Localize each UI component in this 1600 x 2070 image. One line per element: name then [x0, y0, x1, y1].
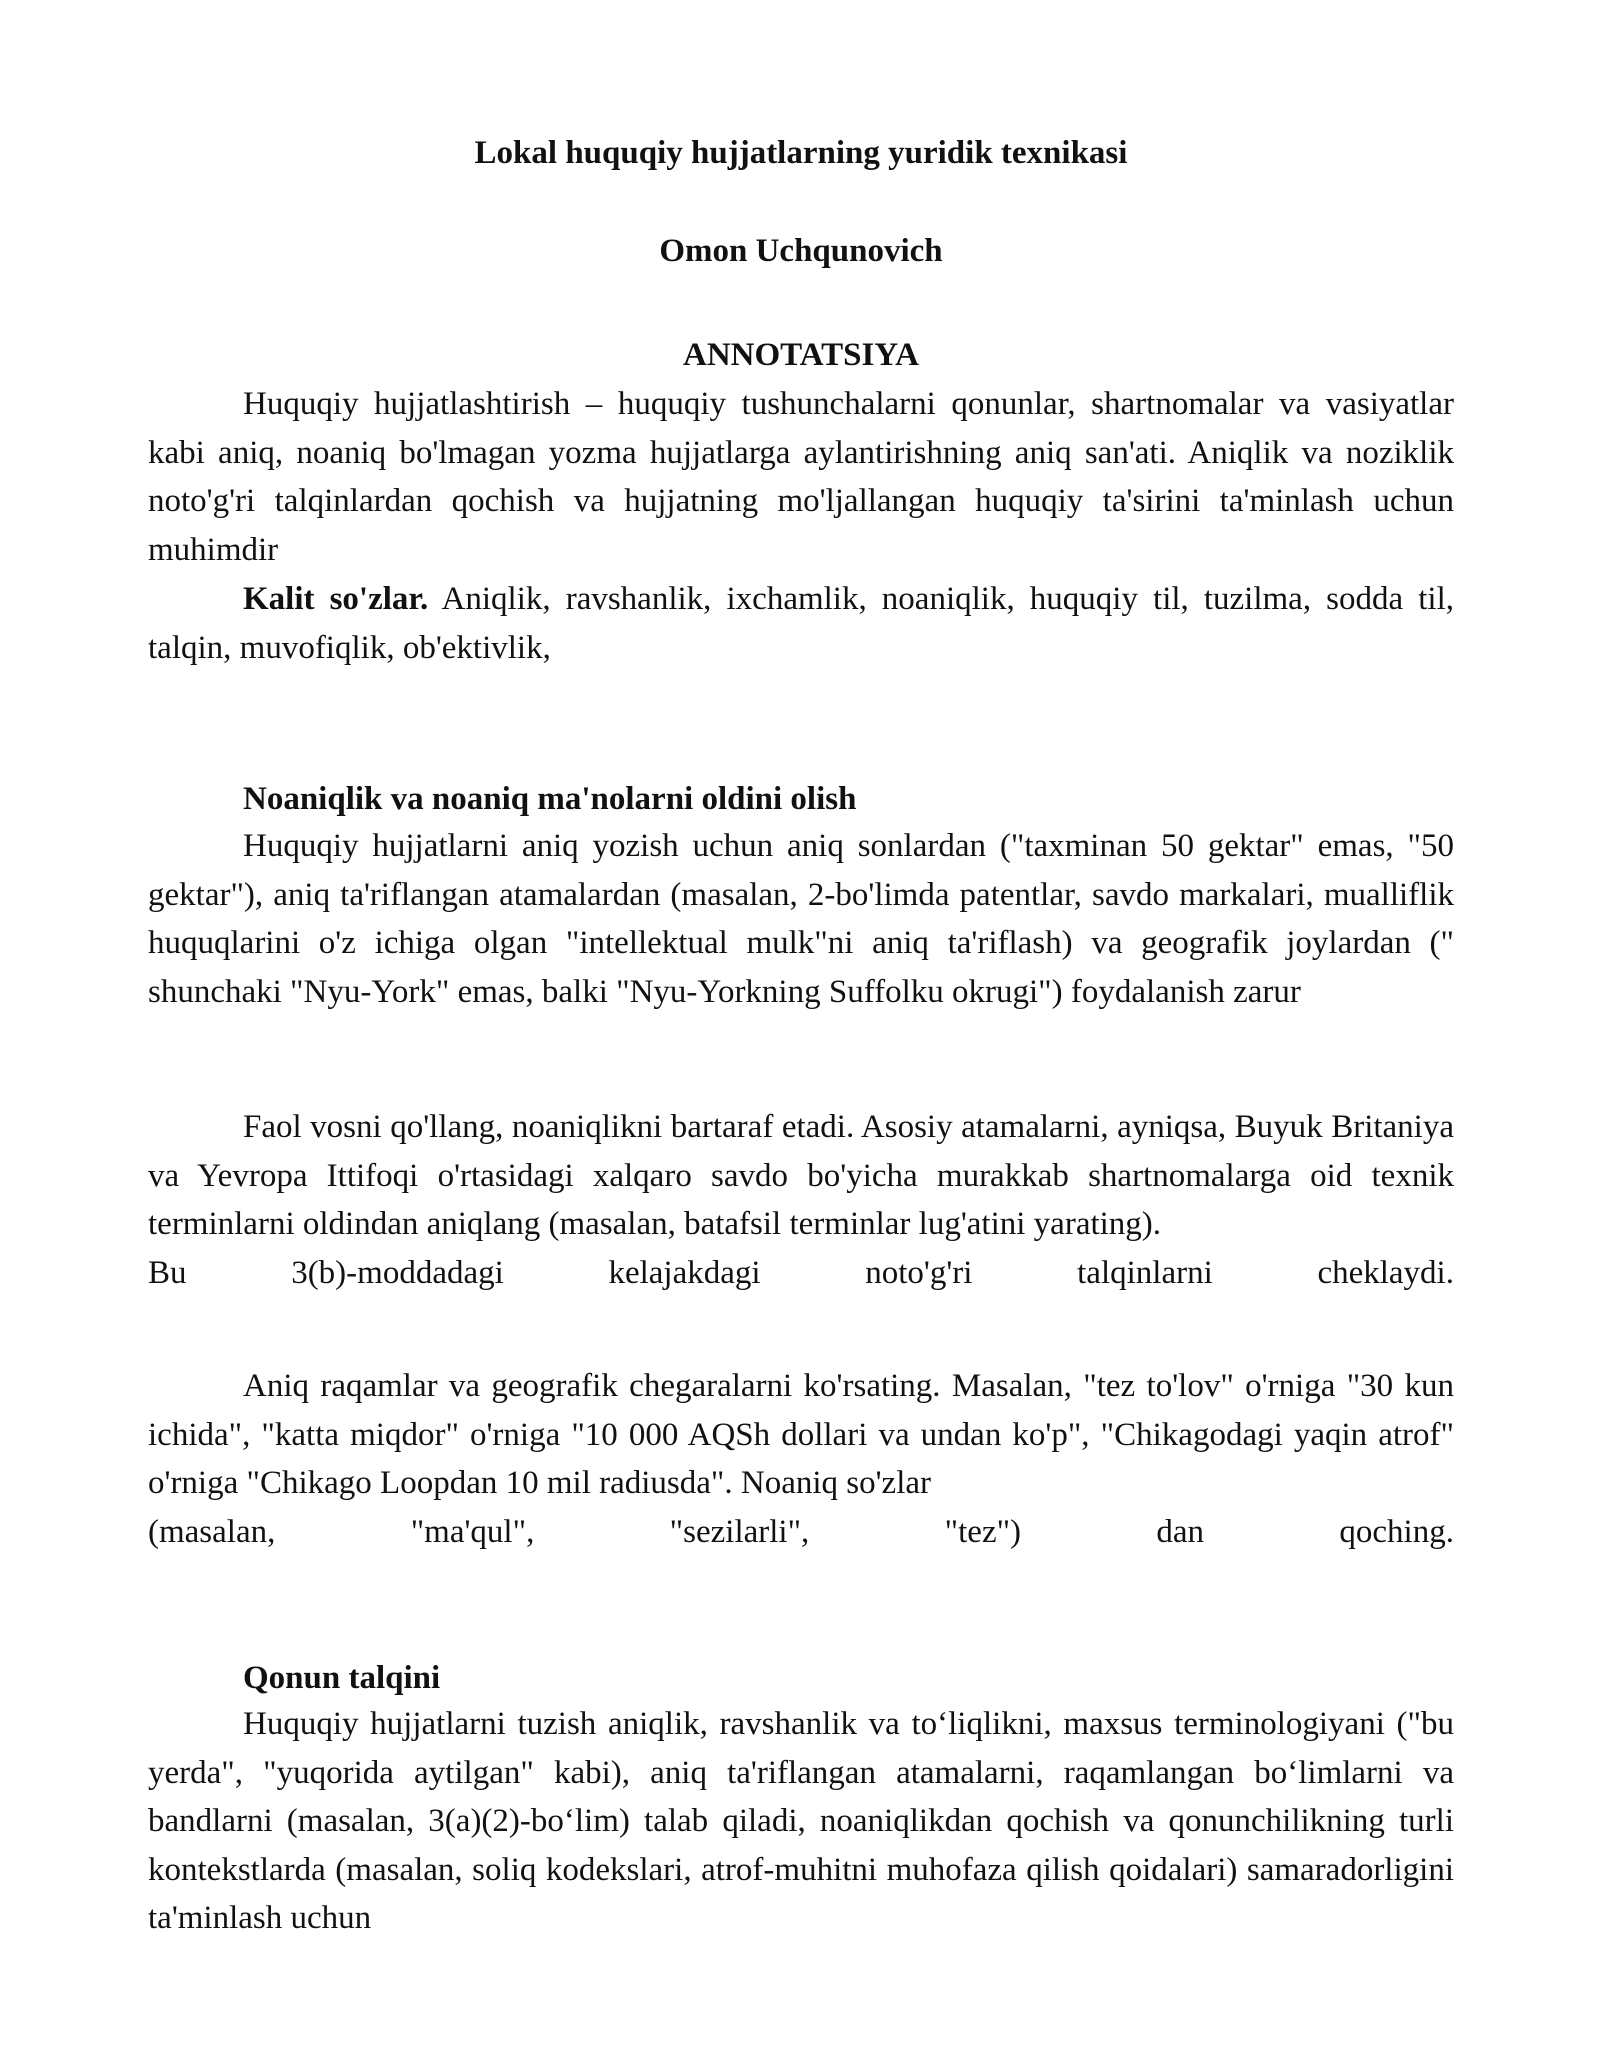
section1-paragraph-1: Huquqiy hujjatlarni aniq yozish uchun aniq sonlardan ("taxminan 50 gektar" emas, "50 gektar"), aniq ta'riflangan atamalardan (masalan, 2-bo'limda patentlar, savdo markalari, mualliflik huquqlarini o'z ichiga olgan "intellektual mulk"ni aniq ta'riflash) va geografik joylardan (" shunchaki "Nyu-York" emas, balki "Nyu-Yorkning Suffolku okrugi") foydalanish zarur	[148, 828, 1454, 1010]
word: 3(b)-moddadagi	[291, 1254, 504, 1291]
keywords-label: Kalit so'zlar.	[243, 581, 429, 617]
section1-paragraph-2	[148, 1103, 1454, 1297]
word: "tez")	[944, 1513, 1022, 1550]
abstract-text: Huquqiy hujjatlashtirish – huquqiy tushunchalarni qonunlar, shartnomalar va vasiyatlar kabi aniq, noaniq bo'lmagan yozma hujjatlarga aylantirishning aniq san'ati. Aniqlik va noziklik noto'g'ri talqinlardan qochish va hujjatning mo'ljallangan huquqiy ta'sirini ta'minlash uchun muhimdir	[148, 386, 1454, 568]
abstract-heading: ANNOTATSIYA	[683, 337, 919, 373]
document-page	[148, 0, 1454, 2070]
word: noto'g'ri	[865, 1254, 973, 1291]
section2-paragraph-1: Huquqiy hujjatlarni tuzish aniqlik, ravshanlik va to‘liqlikni, maxsus terminologiyani ("bu yerda", "yuqorida aytilgan" kabi), aniq ta'riflangan atamalarni, raqamlangan bo‘limlarni va bandlarni (masalan, 3(a)(2)-bo‘lim) talab qiladi, noaniqlikdan qochish va qonunchilikning turli kontekstlarda (masalan, soliq kodekslari, atrof-muhitni muhofaza qilish qoidalari) samaradorligini ta'minlash uchun	[148, 1706, 1454, 1936]
section-heading-interpretation: Qonun talqini	[243, 1660, 441, 1696]
section1-paragraph-3-text: Aniq raqamlar va geografik chegaralarni ko'rsating. Masalan, "tez to'lov" o'rniga "30 kun ichida", "katta miqdor" o'rniga "10 000 AQSh dollari va undan ko'p", "Chikagodagi yaqin atrof" o'rniga "Chikago Loopdan 10 mil radiusda". Noaniq so'zlar	[148, 1368, 1454, 1501]
word: talqinlarni	[1077, 1254, 1213, 1291]
section1-paragraph-2-last-line	[148, 1249, 1454, 1298]
section1-paragraph-3-last-line	[148, 1508, 1454, 1557]
section1-paragraph-3	[148, 1362, 1454, 1556]
word: dan	[1156, 1513, 1205, 1550]
word: "ma'qul",	[410, 1513, 535, 1550]
keywords-paragraph	[148, 575, 1454, 672]
word: "sezilarli",	[669, 1513, 810, 1550]
keywords-text: Aniqlik, ravshanlik, ixchamlik, noaniqlik, huquqiy til, tuzilma, sodda til, talqin, muvofiqlik, ob'ektivlik,	[148, 581, 1454, 666]
word: qoching.	[1339, 1513, 1454, 1550]
section-heading-ambiguity: Noaniqlik va noaniq ma'nolarni oldini olish	[243, 781, 857, 817]
section1-paragraph-2-text: Faol vosni qo'llang, noaniqlikni bartaraf etadi. Asosiy atamalarni, ayniqsa, Buyuk Britaniya va Yevropa Ittifoqi o'rtasidagi xalqaro savdo bo'yicha murakkab shartnomalarga oid texnik terminlarni oldindan aniqlang (masalan, batafsil terminlar lug'atini yarating).	[148, 1109, 1454, 1242]
word: cheklaydi.	[1317, 1254, 1454, 1291]
word: (masalan,	[148, 1513, 276, 1550]
document-title: Lokal huquqiy hujjatlarning yuridik texnikasi	[474, 135, 1128, 171]
author-name: Omon Uchqunovich	[659, 233, 943, 269]
word: kelajakdagi	[608, 1254, 761, 1291]
word: Bu	[148, 1254, 187, 1291]
